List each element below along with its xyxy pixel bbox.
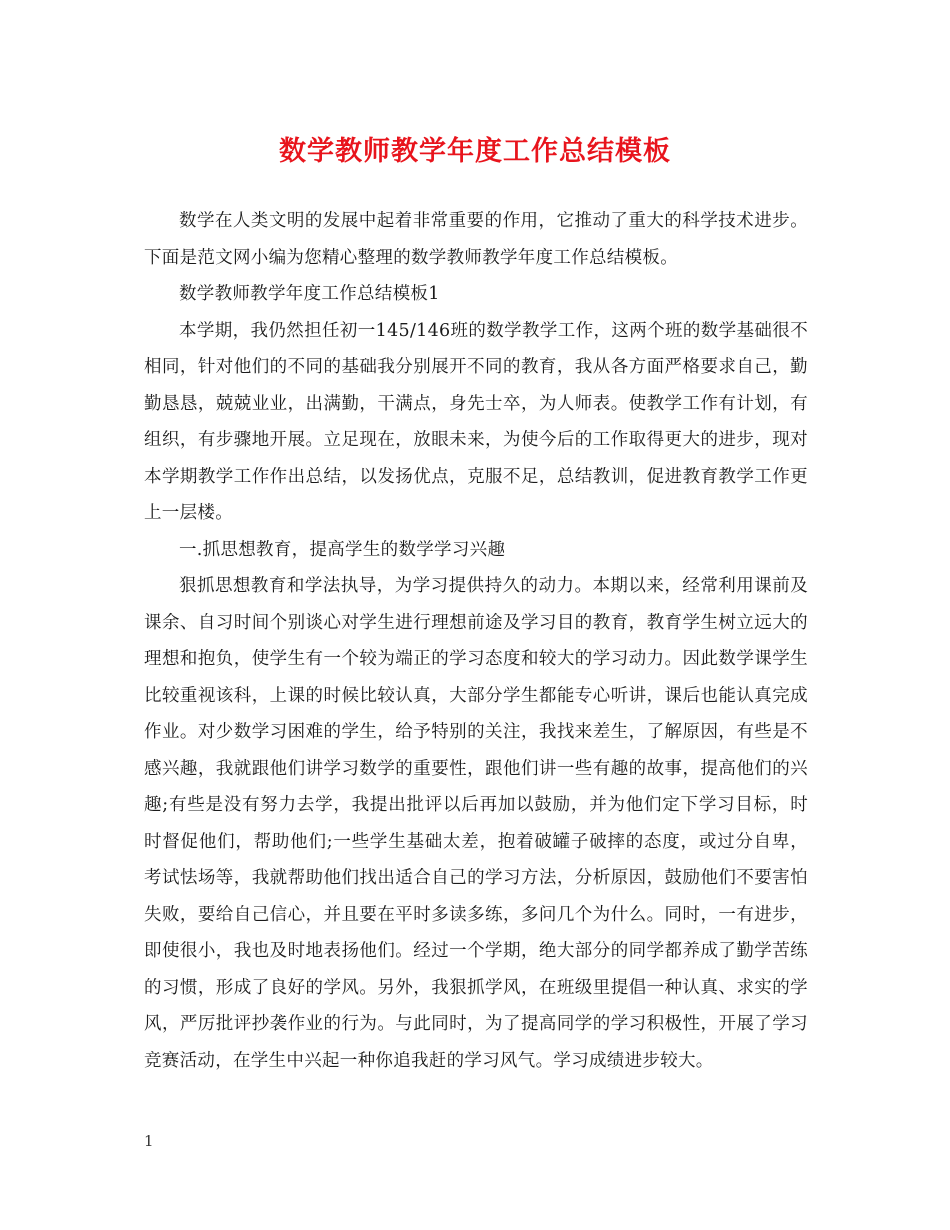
page-number: 1 bbox=[144, 1132, 154, 1150]
body-paragraph: 本学期，我仍然担任初一145/146班的数学教学工作，这两个班的数学基础很不相同，针对他们的不同的基础我分别展开不同的教育，我从各方面严格要求自己，勤勤恳恳，兢兢业业，出满勤，干满点，身先士卒，为人师表。使教学工作有计划，有组织，有步骤地开展。立足现在，放眼未来，为使今后的工作取得更大的进步，现对本学期教学工作作出总结，以发扬优点，克服不足，总结教训，促进教育教学工作更上一层楼。 bbox=[144, 320, 808, 523]
body-paragraph: 狠抓思想教育和学法执导，为学习提供持久的动力。本期以来，经常利用课前及课余、自习时间个别谈心对学生进行理想前途及学习目的教育，教育学生树立远大的理想和抱负，使学生有一个较为端正的学习态度和较大的学习动力。因此数学课学生比较重视该科，上课的时候比较认真，大部分学生都能专心听讲，课后也能认真完成作业。对少数学习困难的学生，给予特别的关注，我找来差生，了解原因，有些是不感兴趣，我就跟他们讲学习数学的重要性，跟他们讲一些有趣的故事，提高他们的兴趣;有些是没有努力去学，我提出批评以后再加以鼓励，并为他们定下学习目标，时时督促他们，帮助他们;一些学生基础太差，抱着破罐子破摔的态度，或过分自卑，考试怯场等，我就帮助他们找出适合自己的学习方法，分析原因，鼓励他们不要害怕失败，要给自己信心，并且要在平时多读多练，多问几个为什么。同时，一有进步，即使很小，我也及时地表扬他们。经过一个学期，绝大部分的同学都养成了勤学苦练的习惯，形成了良好的学风。另外，我狠抓学风，在班级里提倡一种认真、求实的学风，严厉批评抄袭作业的行为。与此同时，为了提高同学的学习积极性，开展了学习竞赛活动，在学生中兴起一种你追我赶的学习风气。学习成绩进步较大。 bbox=[144, 576, 808, 1071]
intro-paragraph: 数学在人类文明的发展中起着非常重要的作用，它推动了重大的科学技术进步。下面是范文网小编为您精心整理的数学教师教学年度工作总结模板。 bbox=[144, 211, 808, 268]
document-body bbox=[144, 203, 808, 1079]
section-heading-template-1: 数学教师教学年度工作总结模板1 bbox=[179, 284, 440, 304]
document-title: 数学教师教学年度工作总结模板 bbox=[279, 136, 671, 167]
section-heading-1: 一.抓思想教育，提高学生的数学学习兴趣 bbox=[179, 539, 506, 560]
